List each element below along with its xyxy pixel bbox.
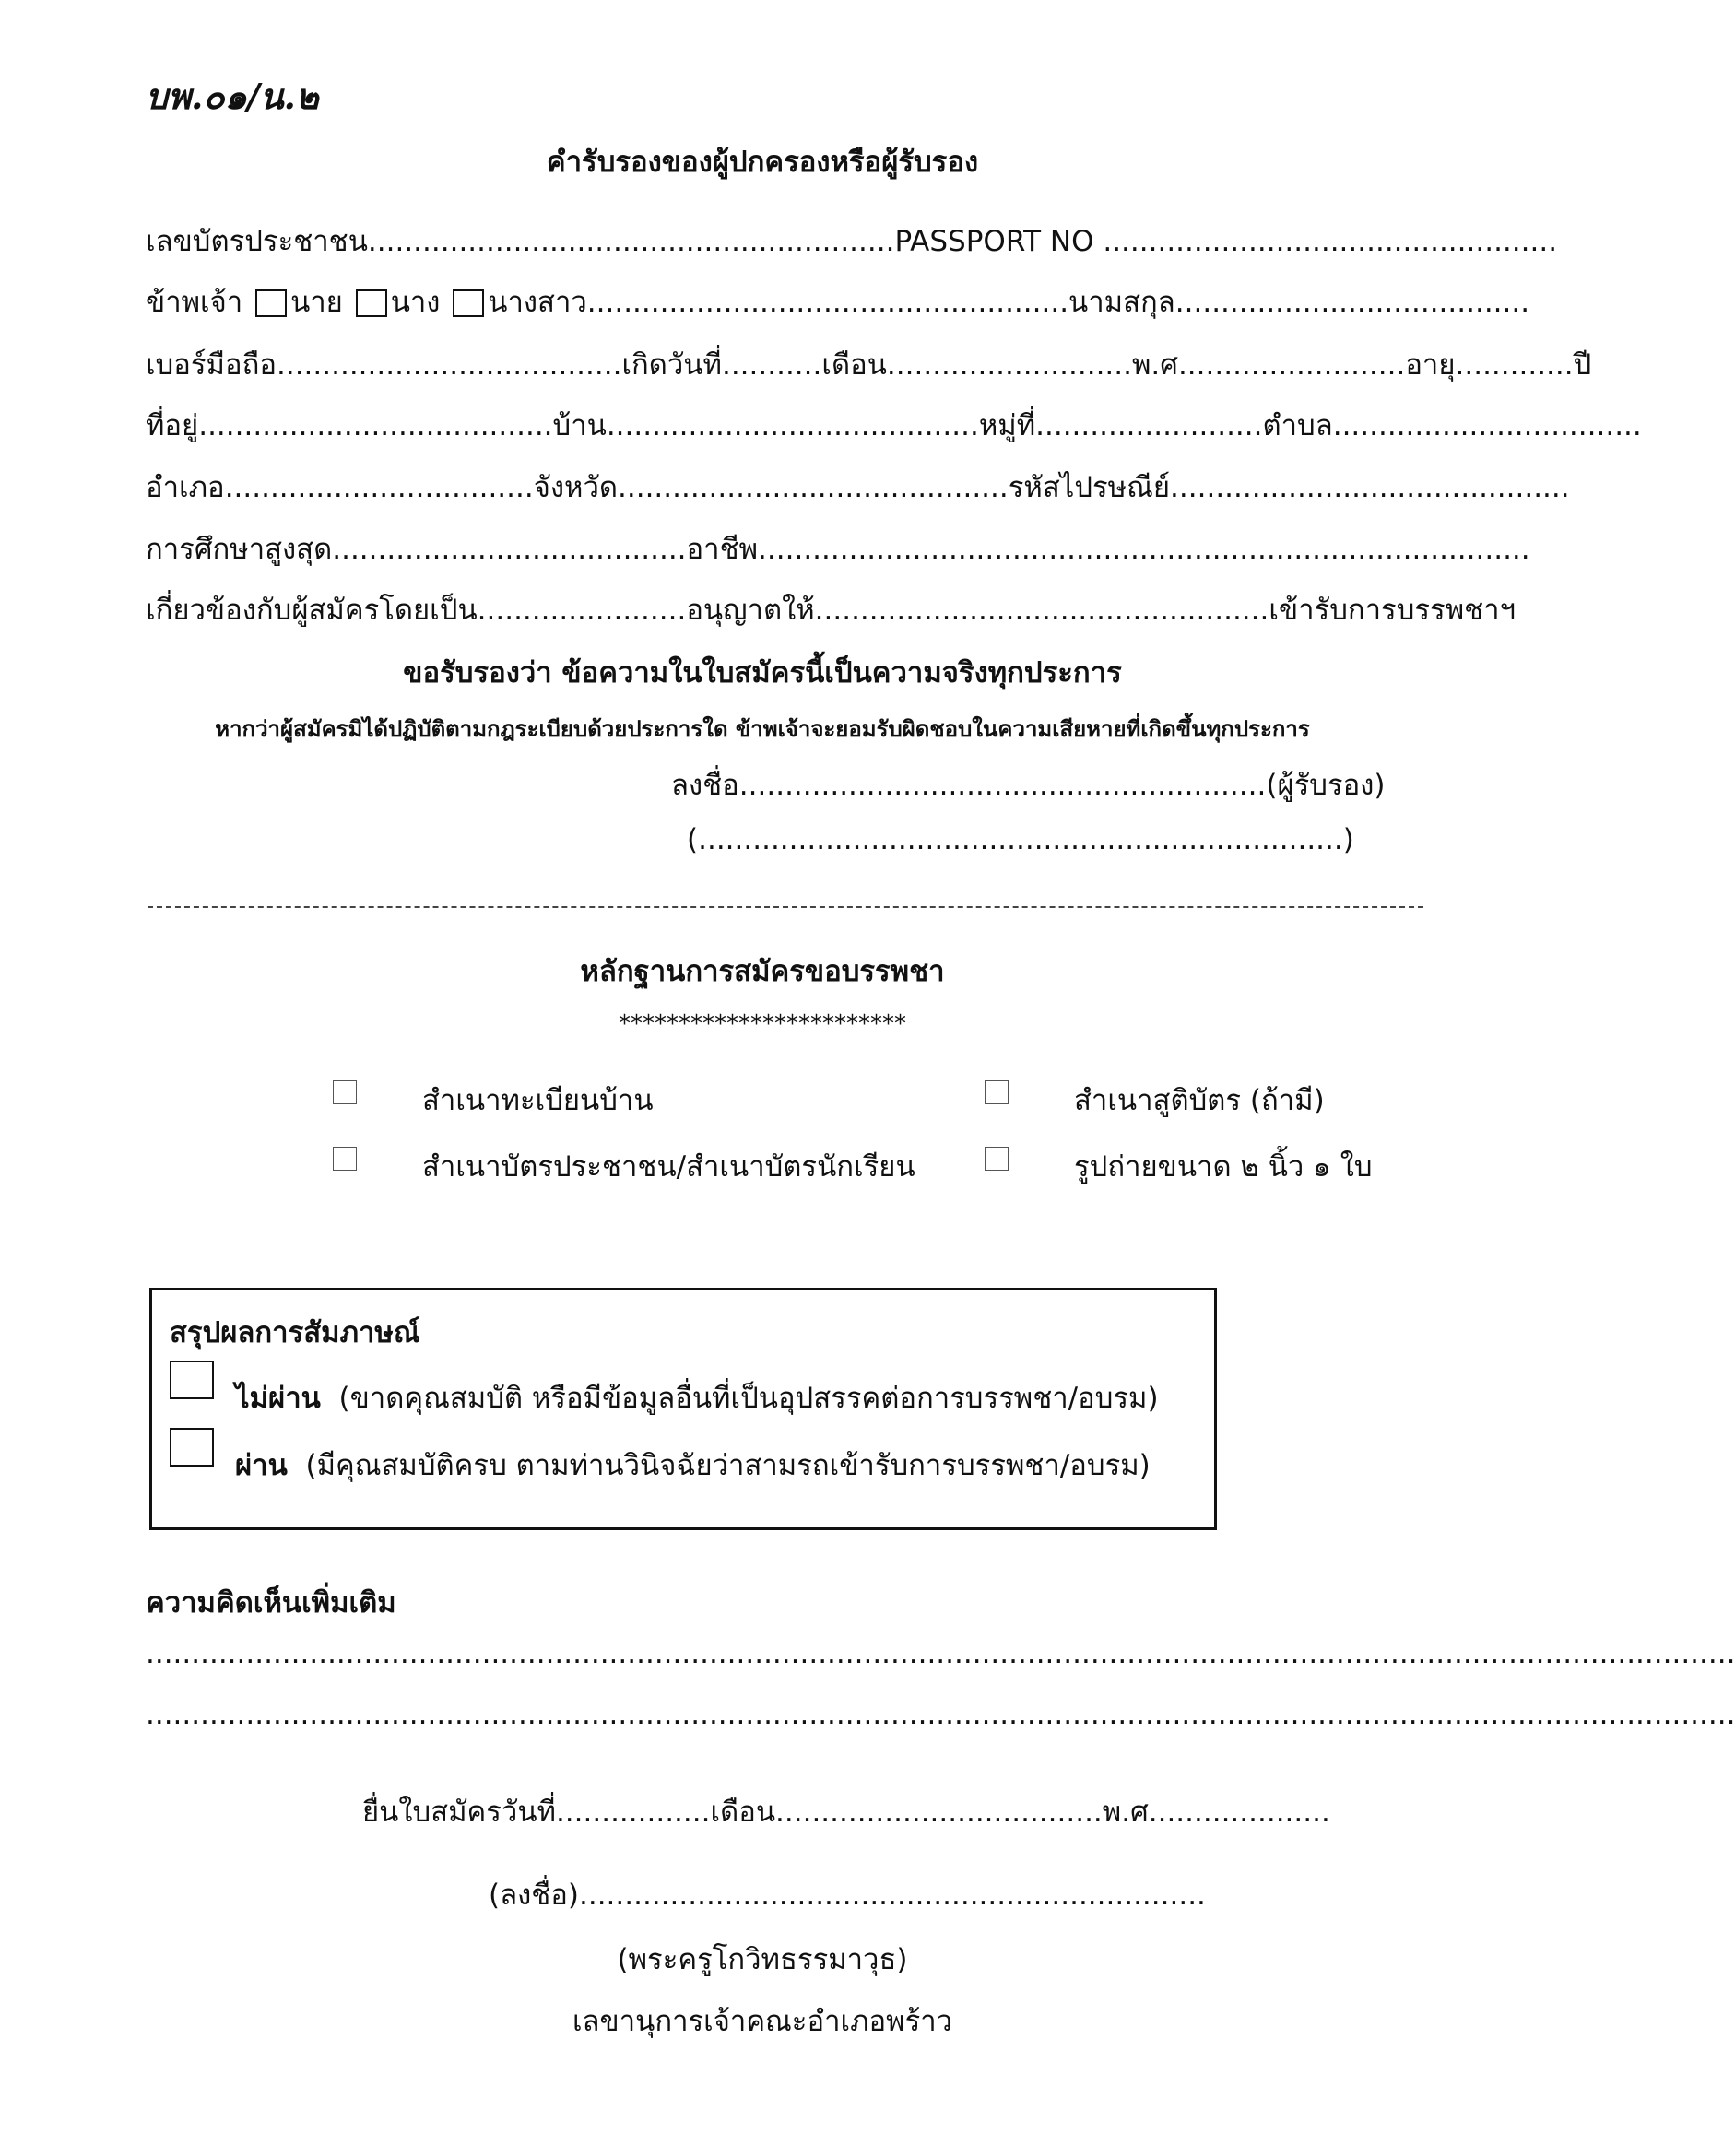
born-month-label: เดือน bbox=[821, 348, 887, 382]
house-registration-checkbox[interactable] bbox=[333, 1080, 357, 1104]
id-row bbox=[146, 218, 1557, 264]
occupation-label: อาชีพ bbox=[686, 533, 759, 566]
district-field[interactable]: .................................. bbox=[224, 471, 534, 504]
signoff-sign-label: (ลงชื่อ) bbox=[489, 1879, 579, 1912]
district-label: อำเภอ bbox=[146, 471, 225, 504]
mr-checkbox[interactable] bbox=[255, 289, 287, 317]
pass-checkbox[interactable] bbox=[170, 1428, 214, 1467]
photo-checkbox[interactable] bbox=[985, 1147, 1009, 1171]
born-year-label: พ.ศ bbox=[1131, 348, 1178, 382]
comment-line-1[interactable]: ............................................................................................................................................................................... bbox=[146, 1637, 1735, 1670]
birth-certificate-checkbox[interactable] bbox=[985, 1080, 1009, 1104]
id-copy-label: สำเนาบัตรประชาชน/สำเนาบัตรนักเรียน bbox=[422, 1150, 915, 1184]
relation-field[interactable]: ....................... bbox=[477, 594, 687, 627]
certifier-sign-field[interactable]: .......................................................... bbox=[738, 769, 1267, 802]
province-label: จังหวัด bbox=[533, 471, 619, 504]
fail-label: ไม่ผ่าน bbox=[235, 1382, 321, 1415]
pass-label: ผ่าน bbox=[235, 1449, 288, 1482]
firstname-field[interactable]: ..................................................... bbox=[586, 286, 1069, 319]
address-label: ที่อยู่ bbox=[146, 409, 199, 442]
born-month-field[interactable]: ........................... bbox=[886, 348, 1132, 382]
occupation-field[interactable]: ..................................................................................... bbox=[758, 533, 1530, 566]
address-row bbox=[146, 402, 1642, 448]
submit-year-field[interactable]: .................... bbox=[1148, 1796, 1330, 1829]
certify-note: หากว่าผู้สมัครมิได้ปฏิบัติตามกฎระเบียบด้วยประการใด ข้าพเจ้าจะยอมรับผิดชอบในความเสียหายที่เกิดขึ้นทุกประการ bbox=[215, 716, 1310, 742]
relation-label: เกี่ยวข้องกับผู้สมัครโดยเป็น bbox=[146, 594, 478, 627]
mobile-field[interactable]: ...................................... bbox=[276, 348, 622, 382]
signoff-name: (พระครูโกวิทธรรมาวุธ) bbox=[617, 1943, 908, 1976]
miss-checkbox[interactable] bbox=[453, 289, 484, 317]
comments-heading: ความคิดเห็นเพิ่มเติม bbox=[146, 1586, 396, 1620]
allow-field[interactable]: .................................................. bbox=[814, 594, 1269, 627]
signoff-sign-row bbox=[489, 1871, 1206, 1917]
age-label: อายุ bbox=[1405, 348, 1456, 382]
born-day-label: เกิดวันที่ bbox=[621, 348, 722, 382]
surname-field[interactable]: ....................................... bbox=[1174, 286, 1530, 319]
education-row bbox=[146, 525, 1530, 571]
education-label: การศึกษาสูงสุด bbox=[146, 533, 333, 566]
postcode-field[interactable]: ............................................ bbox=[1170, 471, 1570, 504]
section-divider bbox=[148, 906, 1423, 908]
evidence-stars: ************************ bbox=[619, 1010, 906, 1038]
ordain-label: เข้ารับการบรรพชาฯ bbox=[1269, 594, 1516, 627]
miss-label: นางสาว bbox=[488, 286, 587, 319]
allow-label: อนุญาตให้ bbox=[686, 594, 815, 627]
certifier-label: (ผู้รับรอง) bbox=[1266, 769, 1386, 802]
relation-row bbox=[146, 586, 1516, 632]
address-field[interactable]: ....................................... bbox=[198, 409, 553, 442]
certifier-name-row bbox=[687, 823, 1354, 856]
education-field[interactable]: ....................................... bbox=[332, 533, 687, 566]
submit-date-row bbox=[362, 1788, 1330, 1834]
mobile-label: เบอร์มือถือ bbox=[146, 348, 277, 382]
pass-note: (มีคุณสมบัติครบ ตามท่านวินิจฉัยว่าสามรถเข้ารับการบรรพชา/อบรม) bbox=[305, 1449, 1151, 1482]
signoff-sign-field[interactable]: ..................................................................... bbox=[578, 1879, 1206, 1912]
subdistrict-field[interactable]: .................................. bbox=[1332, 409, 1642, 442]
birth-certificate-label: สำเนาสูติบัตร (ถ้ามี) bbox=[1074, 1084, 1325, 1117]
house-field[interactable]: ......................................... bbox=[606, 409, 979, 442]
id-card-label: เลขบัตรประชาชน bbox=[146, 225, 368, 258]
submit-month-label: เดือน bbox=[710, 1796, 776, 1829]
submit-month-field[interactable]: .................................... bbox=[775, 1796, 1103, 1829]
fail-checkbox[interactable] bbox=[170, 1361, 214, 1399]
page-title: คำรับรองของผู้ปกครองหรือผู้รับรอง bbox=[546, 146, 979, 179]
subdistrict-label: ตำบล bbox=[1262, 409, 1333, 442]
age-field[interactable]: ............. bbox=[1455, 348, 1574, 382]
certifier-sign-row bbox=[671, 761, 1385, 807]
passport-field[interactable]: .................................................. bbox=[1103, 225, 1558, 258]
fail-note: (ขาดคุณสมบัติ หรือมีข้อมูลอื่นที่เป็นอุปสรรคต่อการบรรพชา/อบรม) bbox=[338, 1382, 1159, 1415]
pass-row bbox=[235, 1442, 1151, 1488]
form-code: บพ.๐๑/น.๒ bbox=[146, 76, 319, 117]
house-registration-label: สำเนาทะเบียนบ้าน bbox=[422, 1084, 654, 1117]
district-row bbox=[146, 464, 1570, 510]
fail-row bbox=[235, 1374, 1159, 1420]
surname-label: นามสกุล bbox=[1068, 286, 1175, 319]
paren-open: ( bbox=[687, 823, 699, 856]
house-label: บ้าน bbox=[552, 409, 607, 442]
id-card-field[interactable]: .......................................................... bbox=[367, 225, 895, 258]
year-unit-label: ปี bbox=[1573, 348, 1592, 382]
sign-label: ลงชื่อ bbox=[671, 769, 739, 802]
name-row bbox=[146, 278, 1529, 324]
id-copy-checkbox[interactable] bbox=[333, 1147, 357, 1171]
province-field[interactable]: ........................................... bbox=[618, 471, 1009, 504]
village-no-label: หมู่ที่ bbox=[978, 409, 1036, 442]
evidence-heading: หลักฐานการสมัครขอบรรพชา bbox=[580, 955, 945, 988]
postcode-label: รหัสไปรษณีย์ bbox=[1008, 471, 1171, 504]
mr-label: นาย bbox=[290, 286, 343, 319]
certifier-name-field[interactable]: ....................................................................... bbox=[698, 823, 1343, 856]
mrs-checkbox[interactable] bbox=[356, 289, 387, 317]
i-label: ข้าพเจ้า bbox=[146, 286, 243, 319]
interview-heading: สรุปผลการสัมภาษณ์ bbox=[170, 1316, 420, 1349]
signoff-position: เลขานุการเจ้าคณะอำเภอพร้าว bbox=[572, 2005, 953, 2038]
village-no-field[interactable]: ......................... bbox=[1035, 409, 1263, 442]
submit-year-label: พ.ศ bbox=[1102, 1796, 1149, 1829]
submit-date-label: ยื่นใบสมัครวันที่ bbox=[362, 1796, 556, 1829]
submit-day-field[interactable]: ................. bbox=[555, 1796, 711, 1829]
photo-label: รูปถ่ายขนาด ๒ นิ้ว ๑ ใบ bbox=[1074, 1150, 1373, 1184]
certify-heading: ขอรับรองว่า ข้อความในใบสมัครนี้เป็นความจริงทุกประการ bbox=[403, 656, 1122, 689]
birth-row bbox=[146, 341, 1591, 387]
passport-label: PASSPORT NO bbox=[894, 225, 1094, 258]
paren-close: ) bbox=[1342, 823, 1354, 856]
born-day-field[interactable]: ........... bbox=[721, 348, 822, 382]
mrs-label: นาง bbox=[390, 286, 441, 319]
comment-line-2[interactable]: ............................................................................................................................................................................... bbox=[146, 1698, 1735, 1731]
born-year-field[interactable]: ......................... bbox=[1177, 348, 1406, 382]
